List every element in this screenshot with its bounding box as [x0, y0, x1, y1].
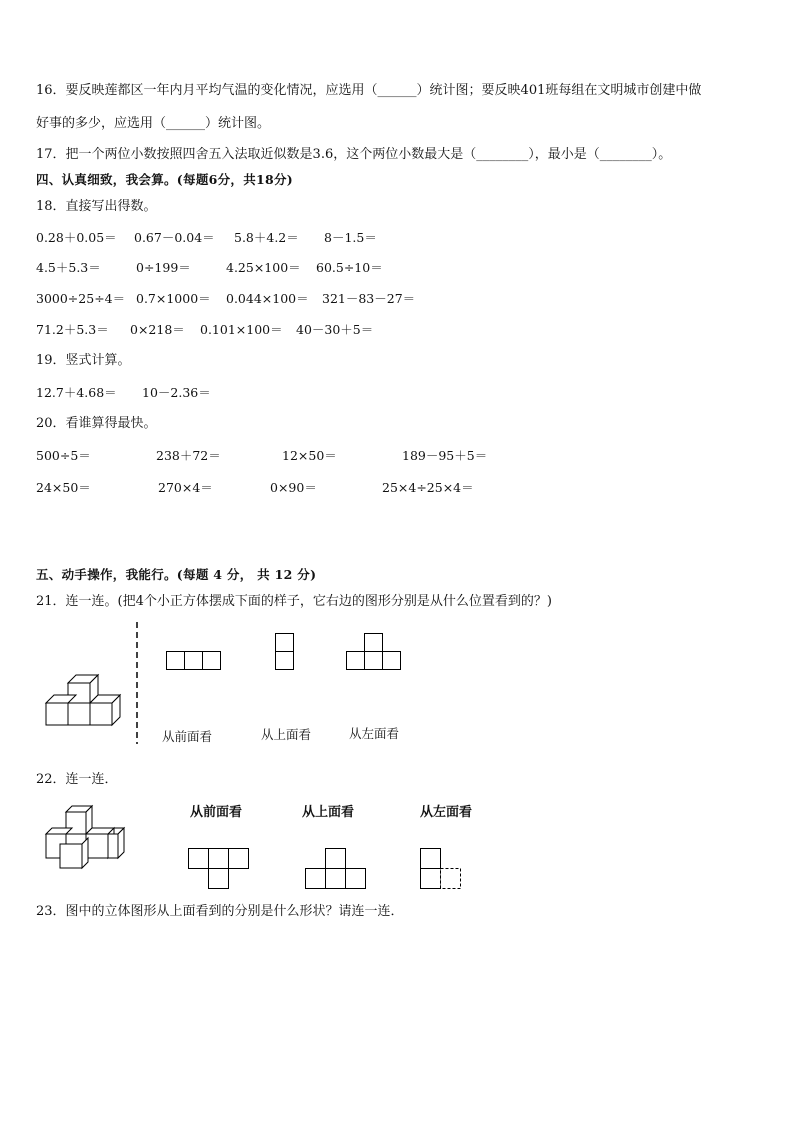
math-item: 0×90＝: [270, 480, 317, 495]
caption-front-view: 从前面看: [190, 805, 243, 820]
math-item: 5.8＋4.2＝: [234, 230, 299, 245]
math-item: 189－95＋5＝: [402, 448, 488, 463]
math-item: 0÷199＝: [136, 260, 191, 275]
section-4-heading: 四、认真细致，我会算。(每题6分，共18分): [36, 172, 294, 187]
caption-front-view: 从前面看: [162, 729, 213, 744]
question-16-line-1: 16．要反映莲都区一年内月平均气温的变化情况，应选用（______）统计图；要反映401班每组在文明城市创建中做: [36, 83, 702, 98]
math-item: 40－30＋5＝: [296, 322, 374, 337]
question-23: 23．图中的立体图形从上面看到的分别是什么形状？请连一连．: [36, 904, 404, 919]
question-22-title: 22．连一连．: [36, 772, 118, 787]
math-item: 4.25×100＝: [226, 260, 301, 275]
math-item: 10－2.36＝: [142, 385, 211, 400]
math-item: 0.044×100＝: [226, 291, 309, 306]
math-item: 0×218＝: [130, 322, 185, 337]
math-item: 0.101×100＝: [200, 322, 283, 337]
section-5-heading: 五、动手操作，我能行。(每题 4 分， 共 12 分): [36, 567, 317, 582]
view-l-shape: [420, 848, 464, 890]
math-item: 12×50＝: [282, 448, 337, 463]
question-20-title: 20．看谁算得最快。: [36, 416, 157, 431]
math-item: 60.5÷10＝: [316, 260, 383, 275]
question-21-title: 21．连一连。(把4个小正方体摆成下面的样子，它右边的图形分别是从什么位置看到的？): [36, 594, 552, 609]
math-item: 24×50＝: [36, 480, 91, 495]
math-item: 238＋72＝: [156, 448, 221, 463]
caption-top-view: 从上面看: [261, 727, 312, 742]
math-item: 71.2＋5.3＝: [36, 322, 109, 337]
math-item: 0.7×1000＝: [136, 291, 211, 306]
math-item: 8－1.5＝: [324, 230, 377, 245]
caption-left-view: 从左面看: [420, 805, 473, 820]
math-item: 321－83－27＝: [322, 291, 416, 306]
math-item: 25×4÷25×4＝: [382, 480, 474, 495]
view-t-up-shape: [305, 848, 367, 890]
dashed-separator: [134, 622, 140, 744]
math-item: 12.7＋4.68＝: [36, 385, 117, 400]
view-t-down-shape: [188, 848, 250, 890]
question-16-line-2: 好事的多少，应选用（______）统计图。: [36, 116, 271, 131]
question-18-title: 18．直接写出得数。: [36, 199, 157, 214]
caption-left-view: 从左面看: [349, 726, 400, 741]
math-item: 0.67－0.04＝: [134, 230, 215, 245]
cube-cross-figure: [44, 800, 128, 872]
math-item: 0.28＋0.05＝: [36, 230, 117, 245]
view-two-squares-column: [275, 633, 295, 671]
question-19-title: 19．竖式计算。: [36, 353, 131, 368]
cube-stack-figure: [40, 665, 130, 735]
math-item: 500÷5＝: [36, 448, 91, 463]
math-item: 270×4＝: [158, 480, 213, 495]
caption-top-view: 从上面看: [302, 805, 355, 820]
question-17: 17．把一个两位小数按照四舍五入法取近似数是3.6，这个两位小数最大是（________），最小是（________）。: [36, 147, 672, 162]
view-t-shape: [346, 633, 402, 671]
view-three-squares-row: [166, 651, 222, 671]
math-item: 3000÷25÷4＝: [36, 291, 126, 306]
math-item: 4.5＋5.3＝: [36, 260, 101, 275]
